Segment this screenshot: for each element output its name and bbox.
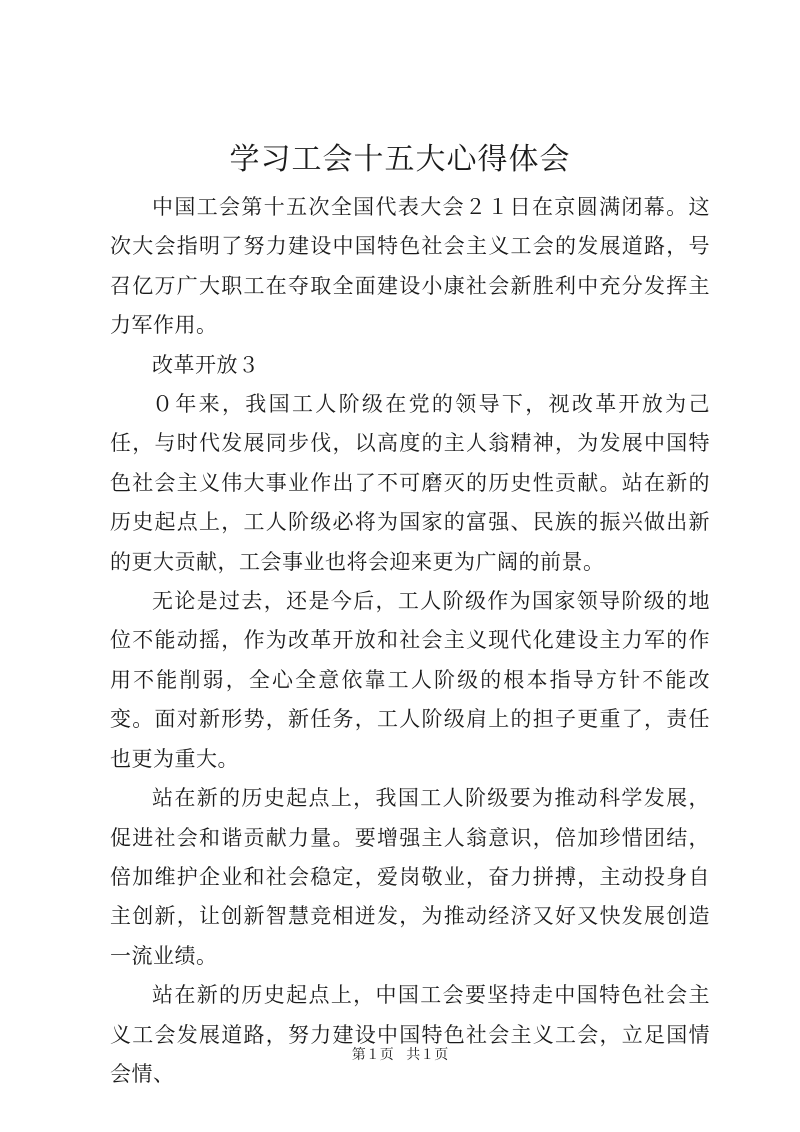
document-title: 学习工会十五大心得体会 (229, 142, 571, 177)
page-number: 第１页 (351, 1047, 394, 1063)
paragraph: 无论是过去，还是今后，工人阶级作为国家领导阶级的地位不能动摇，作为改革开放和社会主义现代化建设主力军的作用不能削弱，全心全意依靠工人阶级的根本指导方针不能改变。面对新形势，新任务，工人阶级肩上的担子更重了，责任也更为重大。 (110, 589, 710, 771)
paragraph: 中国工会第十五次全国代表大会２１日在京圆满闭幕。这次大会指明了努力建设中国特色社会主义工会的发展道路，号召亿万广大职工在夺取全面建设小康社会新胜利中充分发挥主力军作用。 (110, 195, 710, 338)
paragraph: 改革开放３ (152, 352, 260, 377)
page-total: 共１页 (406, 1047, 449, 1063)
paragraph: 站在新的历史起点上，中国工会要坚持走中国特色社会主义工会发展道路，努力建设中国特色社会主义工会，立足国情会情、 (110, 983, 710, 1086)
page-footer (0, 1045, 800, 1065)
document-body (110, 188, 710, 1094)
paragraph: 站在新的历史起点上，我国工人阶级要为推动科学发展，促进社会和谐贡献力量。要增强主人翁意识，倍加珍惜团结，倍加维护企业和社会稳定，爱岗敬业，奋力拼搏，主动投身自主创新，让创新智慧竞相迸发，为推动经济又好又快发展创造一流业绩。 (110, 786, 710, 968)
paragraph: ０年来，我国工人阶级在党的领导下，视改革开放为己任，与时代发展同步伐，以高度的主人翁精神，为发展中国特色社会主义伟大事业作出了不可磨灭的历史性贡献。站在新的历史起点上，工人阶级必将为国家的富强、民族的振兴做出新的更大贡献，工会事业也将会迎来更为广阔的前景。 (110, 392, 710, 574)
